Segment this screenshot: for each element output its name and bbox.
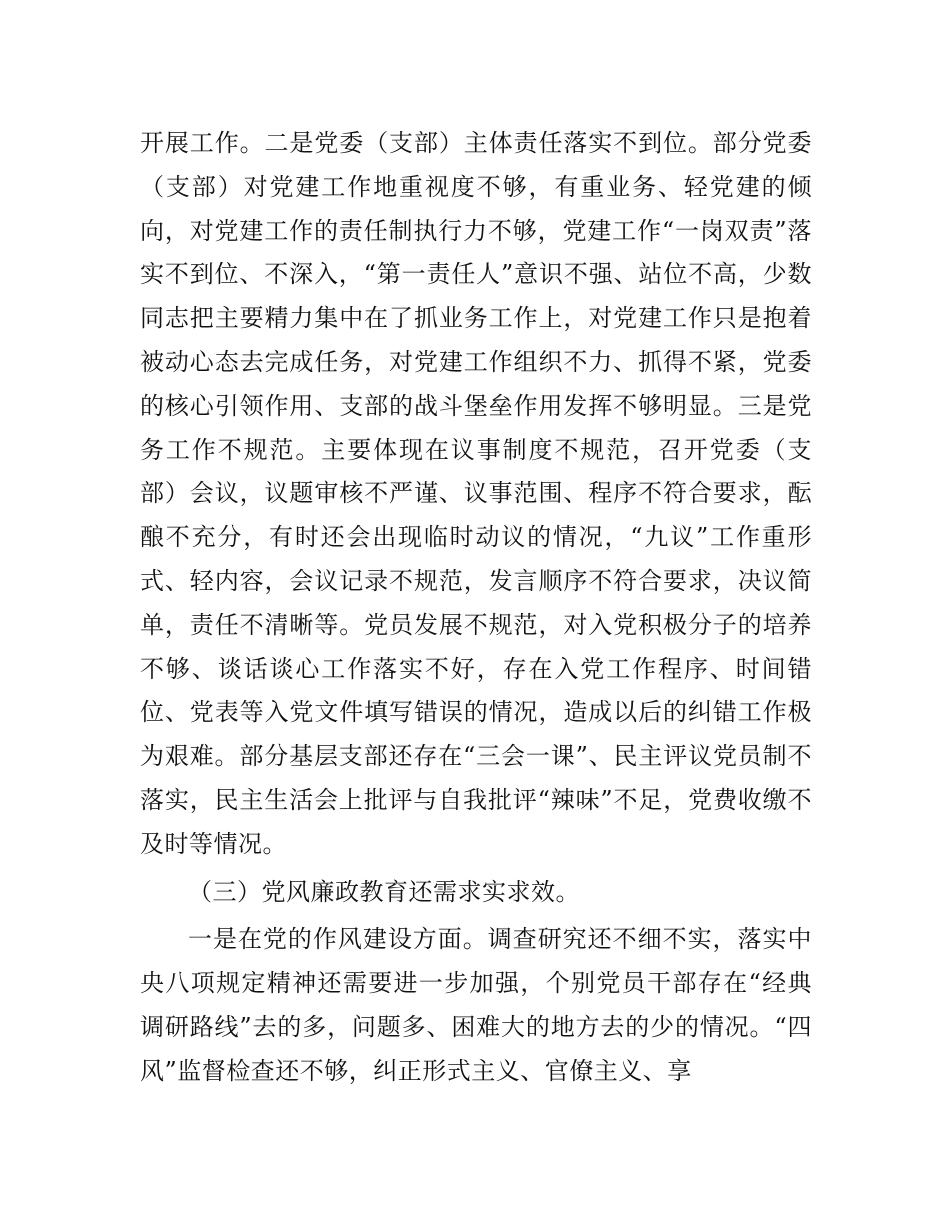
body-paragraph: 一是在党的作风建设方面。调查研究还不细不实，落实中央八项规定精神还需要进一步加强，个别党员干部存在“经典调研路线”去的多，问题多、困难大的地方去的少的情况。“四风”监督检查还不够，纠正形式主义、官僚主义、享: [140, 925, 812, 1085]
body-paragraph: 开展工作。二是党委（支部）主体责任落实不到位。部分党委（支部）对党建工作地重视度不够，有重业务、轻党建的倾向，对党建工作的责任制执行力不够，党建工作“一岗双责”落实不到位、不深入，“第一责任人”意识不强、站位不高，少数同志把主要精力集中在了抓业务工作上，对党建工作只是抱着被动心态去完成任务，对党建工作组织不力、抓得不紧，党委的核心引领作用、支部的战斗堡垒作用发挥不够明显。三是党务工作不规范。主要体现在议事制度不规范，召开党委（支部）会议，议题审核不严谨、议事范围、程序不符合要求，酝酿不充分，有时还会出现临时动议的情况，“九议”工作重形式、轻内容，会议记录不规范，发言顺序不符合要求，决议简单，责任不清晰等。党员发展不规范，对入党积极分子的培养不够、谈话谈心工作落实不好，存在入党工作程序、时间错位、党表等入党文件填写错误的情况，造成以后的纠错工作极为艰难。部分基层支部还存在“三会一课”、民主评议党员制不落实，民主生活会上批评与自我批评“辣味”不足，党费收缴不及时等情况。: [140, 129, 812, 858]
section-heading: （三）党风廉政教育还需求实求效。: [188, 877, 580, 906]
document-page: [140, 122, 812, 1094]
